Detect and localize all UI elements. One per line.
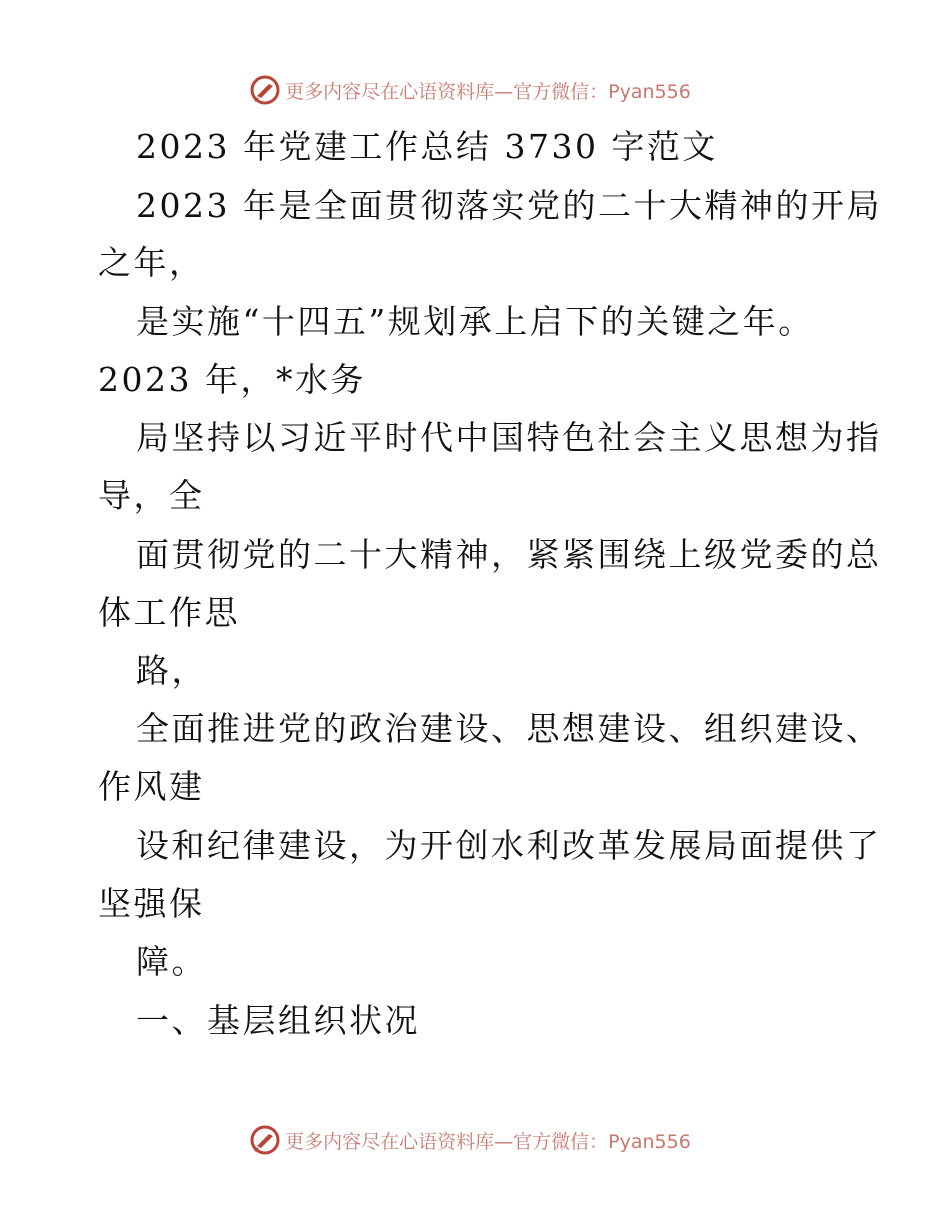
section-heading: 一、基层组织状况: [136, 1001, 420, 1040]
paragraph-line: 障。: [136, 942, 207, 981]
pen-nib-seal-icon: [249, 1124, 281, 1156]
header-watermark: [0, 70, 950, 110]
watermark-text: 更多内容尽在心语资料库—官方微信：Pyan556: [285, 80, 691, 103]
paragraph-line: 体工作思: [98, 593, 240, 632]
paragraph-line: 设和纪律建设，为开创水利改革发展局面提供了: [136, 826, 882, 865]
paragraph-line: 全面推进党的政治建设、思想建设、组织建设、: [136, 709, 882, 748]
watermark-text: 更多内容尽在心语资料库—官方微信：Pyan556: [285, 1130, 691, 1153]
paragraph-line: 之年，: [98, 243, 205, 282]
paragraph-line: 路，: [136, 651, 207, 690]
paragraph-line: 面贯彻党的二十大精神，紧紧围绕上级党委的总: [136, 535, 882, 574]
paragraph-line: 作风建: [98, 767, 205, 806]
footer-watermark: [0, 1120, 950, 1160]
paragraph-line: 导，全: [98, 476, 205, 515]
paragraph-line: 2023 年是全面贯彻落实党的二十大精神的开局: [136, 186, 882, 225]
paragraph-line: 是实施“十四五”规划承上启下的关键之年。: [136, 302, 814, 341]
paragraph-line: 2023 年，*水务: [98, 360, 366, 399]
paragraph-line: 坚强保: [98, 884, 205, 923]
paragraph-line: 局坚持以习近平时代中国特色社会主义思想为指: [136, 418, 882, 457]
pen-nib-seal-icon: [249, 74, 281, 106]
document-title: 2023 年党建工作总结 3730 字范文: [136, 127, 718, 166]
